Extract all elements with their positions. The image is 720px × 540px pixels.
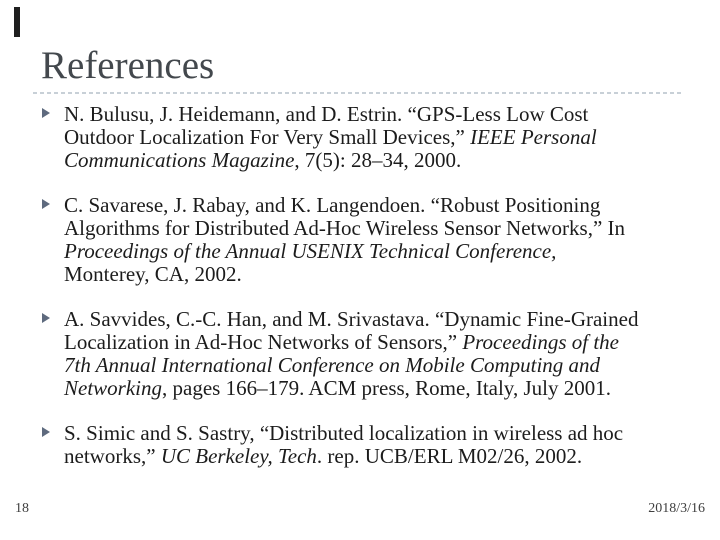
- reference-line: Proceedings of the Annual USENIX Technical Conference,: [64, 239, 557, 263]
- reference-item: [64, 103, 689, 172]
- reference-line: A. Savvides, C.-C. Han, and M. Srivastava. “Dynamic Fine-Grained: [64, 307, 639, 331]
- reference-line: 7th Annual International Conference on Mobile Computing and: [64, 353, 601, 377]
- references-list: [64, 103, 689, 490]
- reference-line: Networking, pages 166–179. ACM press, Rome, Italy, July 2001.: [64, 376, 611, 400]
- slide-date: 2018/3/16: [648, 501, 705, 516]
- reference-line: Monterey, CA, 2002.: [64, 262, 242, 286]
- bullet-triangle-icon: [42, 313, 50, 323]
- corner-artifact-bar: [14, 7, 20, 37]
- reference-line: Algorithms for Distributed Ad-Hoc Wireless Sensor Networks,” In: [64, 216, 626, 240]
- bullet-triangle-icon: [42, 108, 50, 118]
- page-number: 18: [15, 501, 29, 516]
- reference-line: networks,” UC Berkeley, Tech. rep. UCB/ERL M02/26, 2002.: [64, 444, 583, 468]
- reference-line: N. Bulusu, J. Heidemann, and D. Estrin. “GPS-Less Low Cost: [64, 102, 589, 126]
- reference-line: Communications Magazine, 7(5): 28–34, 2000.: [64, 148, 462, 172]
- reference-line: Outdoor Localization For Very Small Devices,” IEEE Personal: [64, 125, 597, 149]
- reference-item: [64, 422, 689, 468]
- reference-line: S. Simic and S. Sastry, “Distributed localization in wireless ad hoc: [64, 421, 624, 445]
- reference-line: Localization in Ad-Hoc Networks of Sensors,” Proceedings of the: [64, 330, 620, 354]
- reference-item: [64, 194, 689, 286]
- bullet-triangle-icon: [42, 427, 50, 437]
- reference-item: [64, 308, 689, 400]
- bullet-triangle-icon: [42, 199, 50, 209]
- slide-title: References: [41, 44, 215, 87]
- title-divider-dashed-line: [33, 89, 683, 97]
- reference-line: C. Savarese, J. Rabay, and K. Langendoen. “Robust Positioning: [64, 193, 601, 217]
